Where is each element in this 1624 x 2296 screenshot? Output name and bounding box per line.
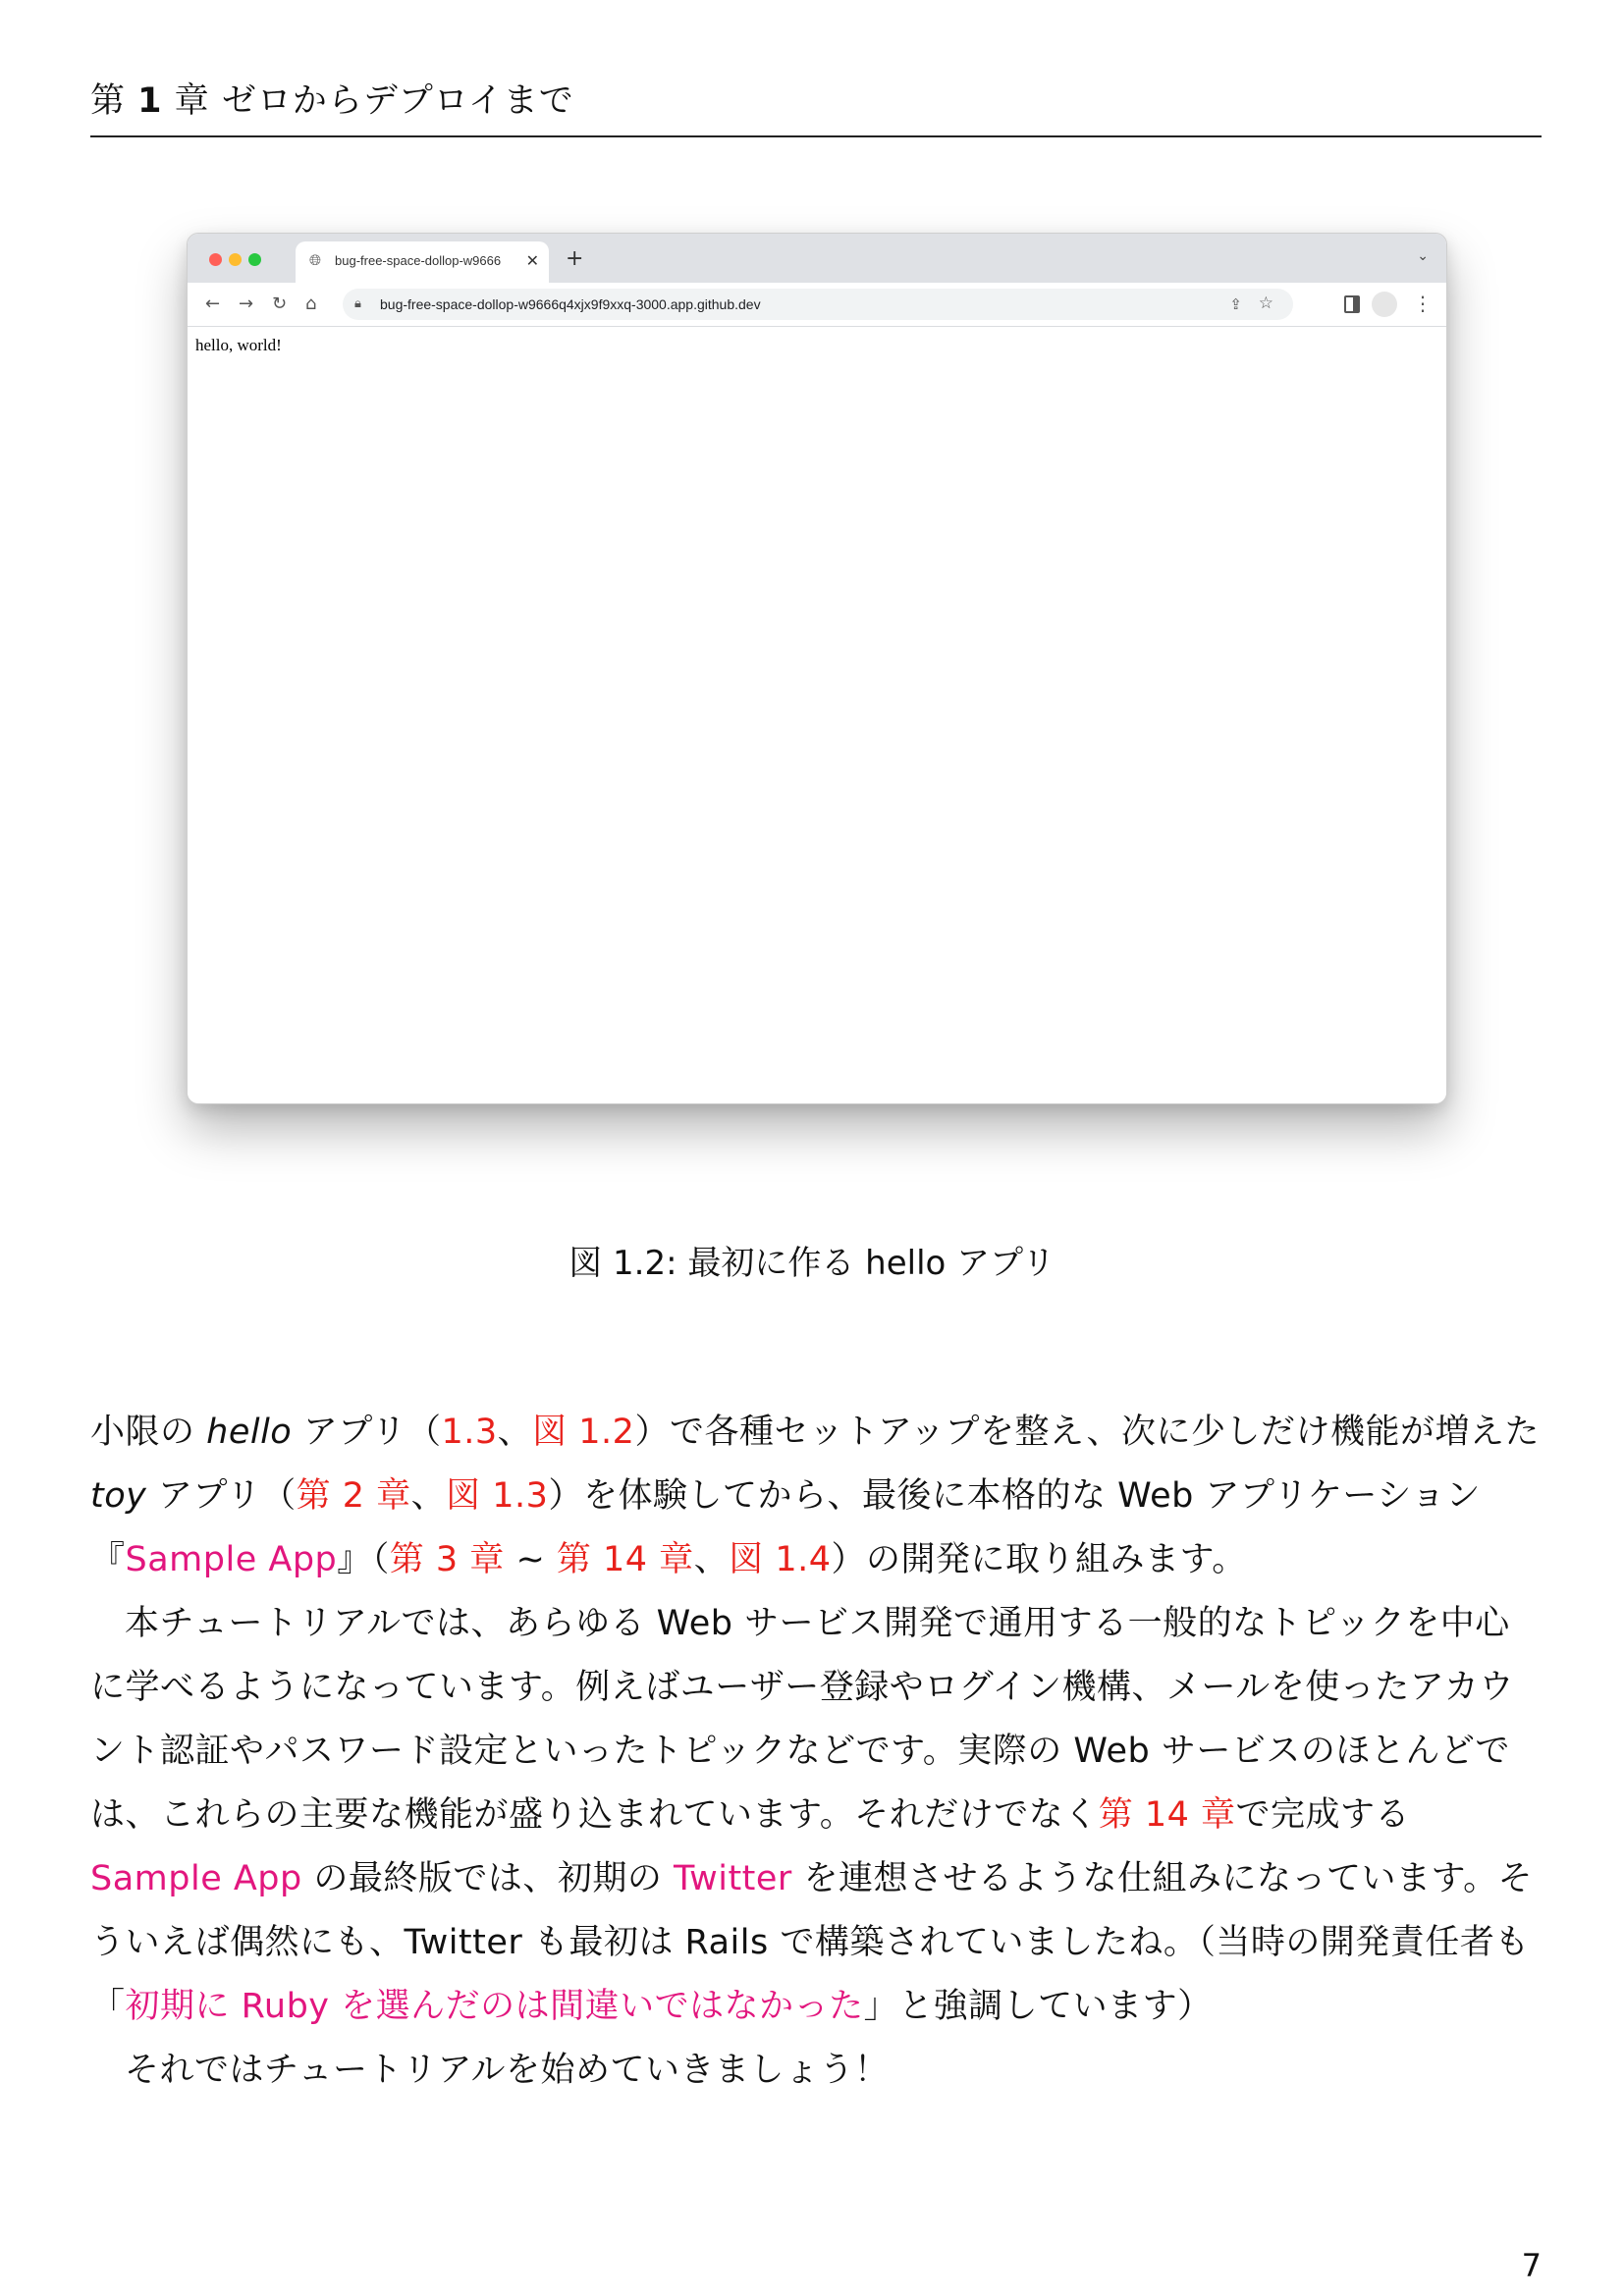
home-icon: ⌂	[305, 294, 317, 314]
chapter-suffix: 章	[174, 81, 210, 121]
text: を連想させるような仕組みになっています。そういえば偶然にも、Twitter も最初は Rails で構築されていましたね。（当時の開発責任者も「	[90, 1859, 1534, 2026]
chapter-ref-link[interactable]: 第 14 章	[1098, 1795, 1236, 1835]
address-bar	[343, 289, 1293, 320]
browser-toolbar	[188, 283, 1446, 327]
globe-icon: 🌐︎	[309, 251, 322, 269]
text: 、	[497, 1413, 533, 1452]
section-ref-link[interactable]: 1.3	[441, 1413, 498, 1452]
page-content-text: hello, world!	[195, 336, 282, 354]
new-tab-icon: +	[566, 246, 584, 271]
text: 、	[693, 1540, 730, 1579]
figure-ref-link[interactable]: 図 1.2	[532, 1413, 635, 1452]
profile-icon	[1372, 292, 1397, 317]
zoom-window-dot	[248, 253, 261, 266]
chapter-prefix: 第	[90, 81, 127, 121]
side-panel-icon	[1344, 295, 1360, 313]
browser-tab	[296, 241, 549, 283]
text: で完成する	[1235, 1795, 1411, 1835]
paragraph-1	[90, 1401, 1542, 1592]
browser-screenshot	[187, 233, 1447, 1104]
figure-caption: 図 1.2: 最初に作る hello アプリ	[568, 1244, 1056, 1283]
text: 小限の	[90, 1413, 207, 1452]
paragraph-3: それではチュートリアルを始めていきましょう！	[125, 2051, 890, 2090]
text: 』（	[337, 1540, 390, 1579]
chapter-number: 1	[137, 81, 163, 121]
running-header	[90, 77, 1542, 126]
share-icon: ⇪	[1229, 295, 1242, 313]
text: ~	[504, 1540, 557, 1579]
url-text: bug-free-space-dollop-w9666q4xjx9f9xxq-3000.app.github.dev	[380, 296, 761, 312]
page-number: 7	[1521, 2247, 1542, 2284]
text: 、	[410, 1476, 447, 1516]
toy-term: toy	[90, 1476, 147, 1516]
paragraph-2	[90, 1592, 1542, 2039]
text: アプリ（	[146, 1476, 297, 1516]
chevron-down-icon: ⌄	[1417, 248, 1429, 264]
minimize-window-dot	[229, 253, 242, 266]
text: ）の開発に取り組みます。	[831, 1540, 1247, 1579]
text: ）で各種セットアップを整え、次に少しだけ機能が増えた	[634, 1413, 1541, 1452]
twitter-link[interactable]: Twitter	[674, 1859, 792, 1898]
close-window-dot	[209, 253, 222, 266]
hello-term: hello	[206, 1413, 293, 1452]
chapter-ref-link[interactable]: 第 2 章	[296, 1476, 411, 1516]
reload-icon: ↻	[272, 294, 288, 314]
forward-icon: →	[239, 294, 254, 314]
kebab-menu-icon: ⋮	[1413, 292, 1433, 315]
text: アプリ（	[292, 1413, 442, 1452]
tab-title: bug-free-space-dollop-w9666	[335, 253, 502, 268]
tab-close-icon: ✕	[525, 251, 539, 270]
body-text	[90, 1401, 1542, 2103]
text: 」と強調しています）	[863, 1987, 1213, 2026]
chapter-title: ゼロからデプロイまで	[221, 81, 574, 121]
figure-ref-link[interactable]: 図 1.3	[446, 1476, 549, 1516]
header-divider	[90, 135, 1542, 137]
text: 本チュートリアルでは、あらゆる Web サービス開発で通用する一般的なトピックを中心に学べるようになっています。例えばユーザー登録やログイン機構、メールを使ったアカウント認証やパスワード設定といったトピックなどです。実際の Web サービスのほとんどでは、これらの主要な機能が盛り込まれています。それだけでなく	[90, 1604, 1514, 1835]
chapter-ref-link[interactable]: 第 3 章	[389, 1540, 505, 1579]
quote-link[interactable]: 初期に Ruby を選んだのは間違いではなかった	[125, 1987, 864, 2026]
sample-app-link[interactable]: Sample App	[90, 1859, 302, 1898]
chapter-ref-link[interactable]: 第 14 章	[556, 1540, 694, 1579]
text: ）を体験してから、最後に本格的な Web アプリケーション『	[90, 1476, 1481, 1579]
star-icon: ☆	[1258, 294, 1273, 313]
browser-tab-bar	[188, 234, 1446, 283]
sample-app-link[interactable]: Sample App	[125, 1540, 338, 1579]
back-icon: ←	[205, 294, 221, 314]
figure-ref-link[interactable]: 図 1.4	[729, 1540, 832, 1579]
browser-viewport	[188, 327, 1446, 1103]
text: の最終版では、初期の	[301, 1859, 675, 1898]
lock-icon: 🔒︎	[354, 296, 361, 311]
